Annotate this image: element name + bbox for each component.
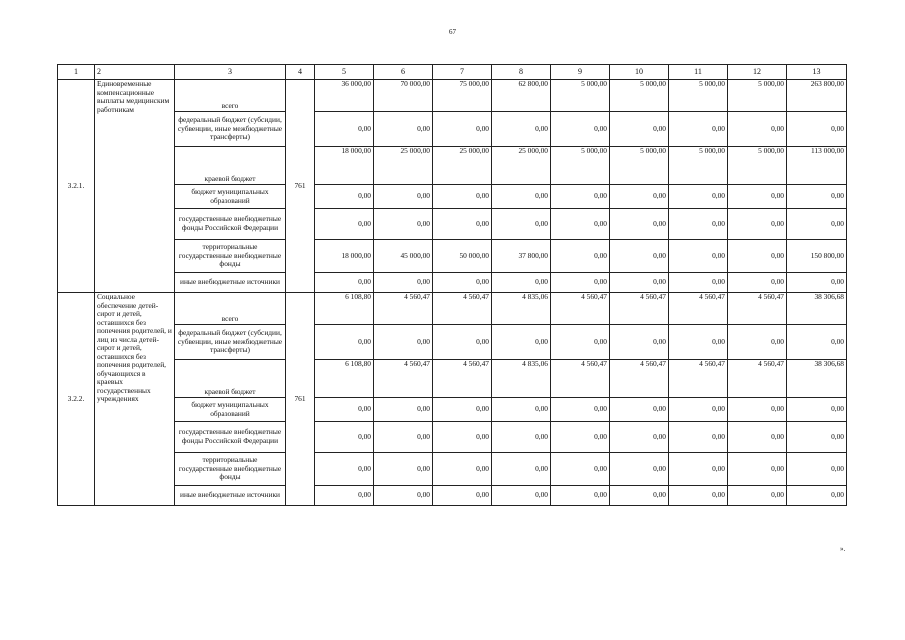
value-cell: 38 306,68 (787, 360, 847, 398)
header-col-10: 10 (610, 65, 669, 80)
funding-source-label: территориальные государственные внебюджетные фонды (175, 240, 286, 273)
value-cell: 0,00 (433, 273, 492, 293)
value-cell: 0,00 (374, 486, 433, 506)
value-cell: 62 800,00 (492, 80, 551, 112)
value-cell: 0,00 (492, 422, 551, 453)
value-cell: 0,00 (433, 112, 492, 147)
col4-value: 761 (286, 80, 315, 293)
value-cell: 0,00 (374, 453, 433, 486)
value-cell: 0,00 (492, 209, 551, 240)
value-cell: 0,00 (787, 325, 847, 360)
table-row (58, 112, 847, 147)
funding-source-label: иные внебюджетные источники (175, 273, 286, 293)
value-cell: 38 306,68 (787, 293, 847, 325)
value-cell: 0,00 (374, 112, 433, 147)
value-cell: 25 000,00 (433, 147, 492, 185)
header-col-7: 7 (433, 65, 492, 80)
value-cell: 0,00 (610, 273, 669, 293)
value-cell: 0,00 (315, 273, 374, 293)
value-cell: 0,00 (728, 209, 787, 240)
value-cell: 25 000,00 (492, 147, 551, 185)
value-cell: 5 000,00 (551, 147, 610, 185)
table-row (58, 398, 847, 422)
value-cell: 0,00 (374, 209, 433, 240)
value-cell: 0,00 (787, 398, 847, 422)
value-cell: 0,00 (787, 486, 847, 506)
value-cell: 0,00 (728, 422, 787, 453)
value-cell: 4 560,47 (374, 293, 433, 325)
header-col-9: 9 (551, 65, 610, 80)
header-col-6: 6 (374, 65, 433, 80)
value-cell: 0,00 (492, 398, 551, 422)
header-col-4: 4 (286, 65, 315, 80)
value-cell: 0,00 (374, 273, 433, 293)
value-cell: 0,00 (492, 486, 551, 506)
value-cell: 4 835,06 (492, 293, 551, 325)
funding-source-label: бюджет муниципальных образований (175, 398, 286, 422)
table-row (58, 486, 847, 506)
header-col-2: 2 (95, 65, 175, 80)
value-cell: 4 560,47 (433, 360, 492, 398)
table-row (58, 325, 847, 360)
value-cell: 0,00 (551, 209, 610, 240)
value-cell: 0,00 (315, 209, 374, 240)
value-cell: 0,00 (433, 398, 492, 422)
funding-source-label: федеральный бюджет (субсидии, субвенции, иные межбюджетные трансферты) (175, 325, 286, 360)
table-row (58, 422, 847, 453)
value-cell: 6 108,80 (315, 360, 374, 398)
value-cell: 0,00 (551, 422, 610, 453)
value-cell: 6 108,80 (315, 293, 374, 325)
value-cell: 4 560,47 (433, 293, 492, 325)
value-cell: 5 000,00 (610, 147, 669, 185)
funding-source-label: государственные внебюджетные фонды Российской Федерации (175, 422, 286, 453)
value-cell: 0,00 (374, 325, 433, 360)
value-cell: 0,00 (492, 112, 551, 147)
funding-source-label: территориальные государственные внебюджетные фонды (175, 453, 286, 486)
value-cell: 0,00 (433, 209, 492, 240)
header-col-11: 11 (669, 65, 728, 80)
value-cell: 0,00 (728, 325, 787, 360)
value-cell: 0,00 (787, 422, 847, 453)
table-row (58, 273, 847, 293)
value-cell: 0,00 (787, 273, 847, 293)
value-cell: 4 560,47 (551, 360, 610, 398)
value-cell: 0,00 (551, 486, 610, 506)
value-cell: 0,00 (669, 185, 728, 209)
value-cell: 0,00 (492, 185, 551, 209)
value-cell: 0,00 (787, 453, 847, 486)
end-mark: ». (840, 545, 846, 553)
value-cell: 0,00 (728, 185, 787, 209)
value-cell: 0,00 (315, 486, 374, 506)
section-description: Социальное обеспечение детей-сирот и детей, оставшихся без попечения родителей, и лиц из числа детей-сирот и детей, оставшихся без попечения родителей, обучающихся в краевых государственных учреждениях (95, 293, 175, 506)
page-number: 67 (449, 28, 456, 36)
header-col-1: 1 (58, 65, 95, 80)
value-cell: 0,00 (433, 486, 492, 506)
funding-source-label: всего (175, 80, 286, 112)
value-cell: 0,00 (315, 325, 374, 360)
value-cell: 0,00 (669, 398, 728, 422)
value-cell: 4 560,47 (728, 360, 787, 398)
value-cell: 0,00 (551, 325, 610, 360)
value-cell: 0,00 (669, 112, 728, 147)
section-description: Единовременные компенсационные выплаты медицинским работникам (95, 80, 175, 293)
value-cell: 0,00 (551, 453, 610, 486)
funding-source-label: краевой бюджет (175, 147, 286, 185)
value-cell: 0,00 (669, 486, 728, 506)
value-cell: 0,00 (728, 240, 787, 273)
value-cell: 25 000,00 (374, 147, 433, 185)
value-cell: 45 000,00 (374, 240, 433, 273)
funding-source-label: иные внебюджетные источники (175, 486, 286, 506)
header-col-12: 12 (728, 65, 787, 80)
value-cell: 0,00 (551, 398, 610, 422)
value-cell: 4 560,47 (551, 293, 610, 325)
value-cell: 37 800,00 (492, 240, 551, 273)
table-row (58, 360, 847, 398)
value-cell: 0,00 (315, 453, 374, 486)
value-cell: 0,00 (610, 112, 669, 147)
value-cell: 0,00 (669, 273, 728, 293)
value-cell: 18 000,00 (315, 240, 374, 273)
funding-source-label: краевой бюджет (175, 360, 286, 398)
value-cell: 0,00 (787, 185, 847, 209)
header-col-3: 3 (175, 65, 286, 80)
value-cell: 0,00 (728, 453, 787, 486)
value-cell: 0,00 (669, 422, 728, 453)
value-cell: 0,00 (374, 398, 433, 422)
value-cell: 0,00 (315, 112, 374, 147)
value-cell: 0,00 (433, 422, 492, 453)
value-cell: 0,00 (492, 273, 551, 293)
funding-source-label: всего (175, 293, 286, 325)
table-row (58, 240, 847, 273)
value-cell: 5 000,00 (728, 80, 787, 112)
value-cell: 263 800,00 (787, 80, 847, 112)
value-cell: 0,00 (315, 185, 374, 209)
value-cell: 0,00 (669, 453, 728, 486)
value-cell: 4 560,47 (669, 293, 728, 325)
value-cell: 0,00 (374, 422, 433, 453)
table-row (58, 209, 847, 240)
value-cell: 0,00 (492, 325, 551, 360)
value-cell: 0,00 (551, 273, 610, 293)
value-cell: 5 000,00 (728, 147, 787, 185)
funding-source-label: бюджет муниципальных образований (175, 185, 286, 209)
table-row (58, 293, 847, 325)
value-cell: 0,00 (374, 185, 433, 209)
value-cell: 0,00 (610, 325, 669, 360)
section-code: 3.2.2. (58, 293, 95, 506)
value-cell: 50 000,00 (433, 240, 492, 273)
value-cell: 0,00 (669, 240, 728, 273)
value-cell: 0,00 (610, 209, 669, 240)
value-cell: 0,00 (315, 398, 374, 422)
header-col-13: 13 (787, 65, 847, 80)
value-cell: 0,00 (492, 453, 551, 486)
table-row (58, 185, 847, 209)
value-cell: 36 000,00 (315, 80, 374, 112)
value-cell: 0,00 (728, 486, 787, 506)
value-cell: 113 000,00 (787, 147, 847, 185)
value-cell: 4 560,47 (669, 360, 728, 398)
funding-source-label: государственные внебюджетные фонды Российской Федерации (175, 209, 286, 240)
value-cell: 0,00 (433, 453, 492, 486)
table-row (58, 147, 847, 185)
value-cell: 5 000,00 (669, 147, 728, 185)
value-cell: 0,00 (610, 398, 669, 422)
header-row (58, 65, 847, 80)
value-cell: 0,00 (433, 185, 492, 209)
value-cell: 0,00 (787, 209, 847, 240)
value-cell: 4 835,06 (492, 360, 551, 398)
budget-table (57, 64, 847, 506)
value-cell: 4 560,47 (610, 293, 669, 325)
value-cell: 0,00 (551, 240, 610, 273)
table-row (58, 80, 847, 112)
value-cell: 0,00 (551, 185, 610, 209)
value-cell: 0,00 (433, 325, 492, 360)
value-cell: 0,00 (610, 185, 669, 209)
value-cell: 5 000,00 (551, 80, 610, 112)
header-col-8: 8 (492, 65, 551, 80)
value-cell: 75 000,00 (433, 80, 492, 112)
value-cell: 0,00 (551, 112, 610, 147)
value-cell: 150 800,00 (787, 240, 847, 273)
value-cell: 4 560,47 (728, 293, 787, 325)
value-cell: 4 560,47 (374, 360, 433, 398)
value-cell: 5 000,00 (610, 80, 669, 112)
section-code: 3.2.1. (58, 80, 95, 293)
value-cell: 70 000,00 (374, 80, 433, 112)
header-col-5: 5 (315, 65, 374, 80)
col4-value: 761 (286, 293, 315, 506)
value-cell: 5 000,00 (669, 80, 728, 112)
value-cell: 0,00 (728, 398, 787, 422)
value-cell: 0,00 (610, 422, 669, 453)
funding-source-label: федеральный бюджет (субсидии, субвенции, иные межбюджетные трансферты) (175, 112, 286, 147)
value-cell: 0,00 (669, 209, 728, 240)
value-cell: 0,00 (610, 240, 669, 273)
table-row (58, 453, 847, 486)
value-cell: 0,00 (728, 273, 787, 293)
value-cell: 0,00 (315, 422, 374, 453)
value-cell: 0,00 (728, 112, 787, 147)
value-cell: 0,00 (669, 325, 728, 360)
value-cell: 0,00 (610, 486, 669, 506)
value-cell: 0,00 (610, 453, 669, 486)
value-cell: 4 560,47 (610, 360, 669, 398)
value-cell: 0,00 (787, 112, 847, 147)
value-cell: 18 000,00 (315, 147, 374, 185)
